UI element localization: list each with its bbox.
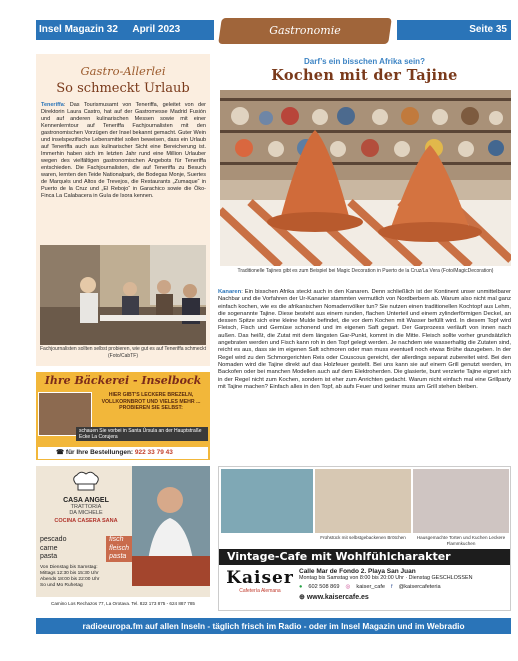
menu-item-pasta-de: pasta [109, 553, 127, 560]
bakery-ad-slogan: HIER GIBT'S LECKERE BREZELN, VOLLKORNBROT UND VIELES MEHR ... PROBIEREN SIE SELBST: [101, 392, 201, 411]
breakfast-photo [315, 469, 411, 533]
journalists-photo-caption: Fachjournalisten sollten selbst probieren, wie gut es auf Teneriffa schmeckt (Foto/CabTF) [40, 346, 207, 359]
journalists-photo-image [40, 245, 206, 345]
facebook-icon: f [391, 584, 393, 590]
trattoria-ad[interactable] [36, 466, 210, 611]
bakery-ad-title: Ihre Bäckerei - Inselbock [44, 374, 202, 387]
trattoria-name-1: CASA ANGEL [63, 497, 109, 504]
hours-line-1: Von Dienstag bis Samstag: [40, 564, 98, 570]
magazine-bar [36, 20, 214, 40]
whatsapp-icon: ● [299, 584, 303, 590]
left-article-headline: So schmeckt Urlaub [56, 81, 190, 96]
globe-icon: ⊕ [299, 594, 307, 601]
kaiser-website[interactable]: www.kaisercafe.es [306, 594, 369, 601]
menu-item-pasta: pasta [40, 553, 58, 560]
hours-line-4: So und Mo Ruhetag [40, 582, 83, 588]
instagram-icon: ◎ [345, 584, 351, 590]
right-article-headline: Kochen mit der Tajine [271, 67, 458, 84]
kaiser-info [299, 568, 509, 601]
kaiser-banner: Vintage-Cafe mit Wohlfühlcharakter [219, 549, 510, 565]
right-article-location: Kanaren [218, 289, 242, 295]
cafe-interior-photo [221, 469, 313, 533]
chef-photo [132, 466, 210, 586]
menu-item-fisch: fisch [109, 536, 124, 543]
kaiser-facebook[interactable]: @kaisercafeteria [398, 584, 441, 590]
left-article-location: Teneriffa [41, 102, 64, 108]
menu-item-fish: pescado [40, 536, 67, 543]
page-number: Seite 35 [397, 20, 511, 40]
hours-line-2: Mittags 12:30 bis 15:30 Uhr [40, 570, 99, 576]
chef-photo-image [132, 466, 210, 586]
tajine-photo-image [220, 90, 511, 266]
trattoria-logo [40, 470, 132, 524]
magazine-name: Insel Magazin 32 [39, 24, 118, 35]
left-article-kicker: Gastro-Allerlei [80, 64, 166, 78]
page-footer[interactable]: radioeuropa.fm auf allen Inseln - täglich frisch im Radio - oder im Insel Magazin und im Webradio [36, 618, 511, 634]
menu-item-fleisch: fleisch [109, 544, 129, 552]
bakery-order-line [38, 447, 208, 459]
kaiser-logo-text: Kaiser [226, 568, 294, 588]
trattoria-tagline: COCINA CASERA SANA [54, 518, 118, 524]
right-article-kicker: Darf’s ein bisschen Afrika sein? [304, 57, 425, 66]
chef-hat-icon [71, 470, 101, 492]
right-article-body [218, 289, 511, 391]
kaiser-cafe-ad[interactable] [218, 466, 511, 611]
section-banner [218, 18, 392, 44]
kaiser-address: Calle Mar de Fondo 2. Playa San Juan [299, 568, 416, 575]
bakery-order-label: für Ihre Bestellungen: [65, 449, 134, 456]
phone-icon: ☎ [56, 449, 66, 456]
page-header [36, 20, 511, 42]
breakfast-caption: Frühstück mit selbstgebackenen Brötchen [320, 535, 406, 540]
issue-date: April 2023 [132, 24, 181, 35]
cake-caption: Hausgemachte Torten und Kuchen Leckere Flammkuchen [416, 535, 506, 546]
left-article-text: : Das Tourismusamt von Teneriffa, geleitet von der Direktorin Laura Castro, hat auf der Gastromesse Madrid Fusión und auf anderen kulinarischen Messen sowie mit einer Kennenlerntour auf Teneriffa Fachjournalisten mit den gastronomischen Vorzügen der Insel bekannt gemacht. Guter Wein und inselspezifische Lebensmittel sollen beweisen, dass ein Urlaub auf Teneriffa auch aus kulinarischer Sicht eine Bereicherung ist. Immerhin haben sich im letzten Jahr rund eine Million Urlauber wegen des vielfältigen gastronomischen Angebots für Teneriffa entschieden. Die Fachjournalisten, die auf Teneriffa zu Besuch waren, lernten den Teide Nationalpark, die Bodegas Monje, Suertes de Marqués und Altos de Trevejos, die Restaurants „Zumaque“ in Puerto de la Cruz und „El Rebojo“ in Garachico sowie die Öko-Finca La Calabacera in Guía de Isora kennen. [41, 102, 206, 199]
trattoria-name-2: TRATTORIA [70, 504, 102, 510]
cake-photo [413, 469, 509, 533]
trattoria-address: Camino Los Rechazos 77, La Orotava. Tel. 822 173 875 - 624 887 785 [36, 597, 210, 611]
kaiser-hours: Montag bis Samstag von 8:00 bis 20:00 Uhr · Dienstag GESCHLOSSEN [299, 575, 473, 581]
kaiser-phone[interactable]: 602 508 869 [308, 584, 340, 590]
kaiser-instagram[interactable]: kaiser_cafe [356, 584, 385, 590]
left-article [36, 54, 210, 366]
bakery-ad-location: schauen Sie vorbei in Santa Úrsula an der Hauptstraße Ecke La Corujera [76, 427, 208, 441]
bakery-phone[interactable]: 922 33 79 43 [134, 449, 173, 456]
section-title: Gastronomie [269, 24, 341, 37]
kaiser-logo [225, 568, 295, 594]
bakery-ad[interactable] [36, 372, 210, 460]
hours-line-3: Abends 18:00 bis 22:00 Uhr [40, 576, 100, 582]
tajine-photo [220, 90, 511, 266]
journalists-photo [40, 245, 206, 345]
menu-item-meat: carne [40, 544, 58, 552]
right-article-text: : Ein bisschen Afrika steckt auch in den Kanaren. Denn schließlich ist der Kontinent unser unmittelbarer Nachbar und die Vorfahren der Ur-Kanarier stammten vermutlich von Nordberbern ab. Warum also nicht mal ganz einfach kochen, wie es die afrikanischen Nomadenvölker tun? Sie nutzen einen traditionellen Kochtopf aus Lehm, die sogenannte Tajine. Diese besteht aus einem runden, flachen Unterteil und einem zylinderförmigen Deckel, an dessen Spitze sich eine kleine Mulde befindet, die vor dem Kochen mit Wasser befüllt wird. In diesem Topf wird Fleisch, Fisch und Gemüse schonend und im eigenen Saft gegart. Der Garprozess verläuft von innen nach außen. Das heißt, die Zutat mit dem längsten Gar-Punkt, kommt in die Mitte. Fleisch sollte vorher grundsätzlich angebraten werden und Fisch kann roh in den Topf gelegt werden. Je nachdem wie wasserhaltig die Zutaten sind, reicht es aus, dass sie im eigenen Saft schmoren oder man muss eventuell noch etwas Brühe dazugeben. In der Regel wird zu den Schmorgerichten Reis oder Couscous gereicht, der allerdings separat zubereitet wird. Bei den Nomaden wird die Tajine direkt auf das Holzfeuer gestellt. Bei uns kann sie auf einem Grill genutzt werden, im Backofen oder bei manchen Modellen auch auf dem Elektroherden. Die glasierte, bunt verzierte Tajine eignet sich in der Regel nicht zum Kochen, sondern ist eher zum Anrichten gedacht. Warum nicht einfach mal eine Grillparty mit Tajine machen? Einfach alles in den Topf, ab aufs Feuer und keiner muss am Grill stehen bleiben. [218, 289, 511, 390]
kaiser-logo-sub: Cafetería Alemana [239, 588, 281, 594]
tajine-photo-caption: Traditionelle Tajines gibt es zum Beispiel bei Magic Decoration in Puerto de la Cruz/La Vera (Foto/MagicDecoration) [237, 268, 494, 274]
trattoria-menu [40, 536, 132, 589]
left-article-body [36, 96, 210, 200]
trattoria-name-3: DA MICHELE [69, 510, 103, 516]
